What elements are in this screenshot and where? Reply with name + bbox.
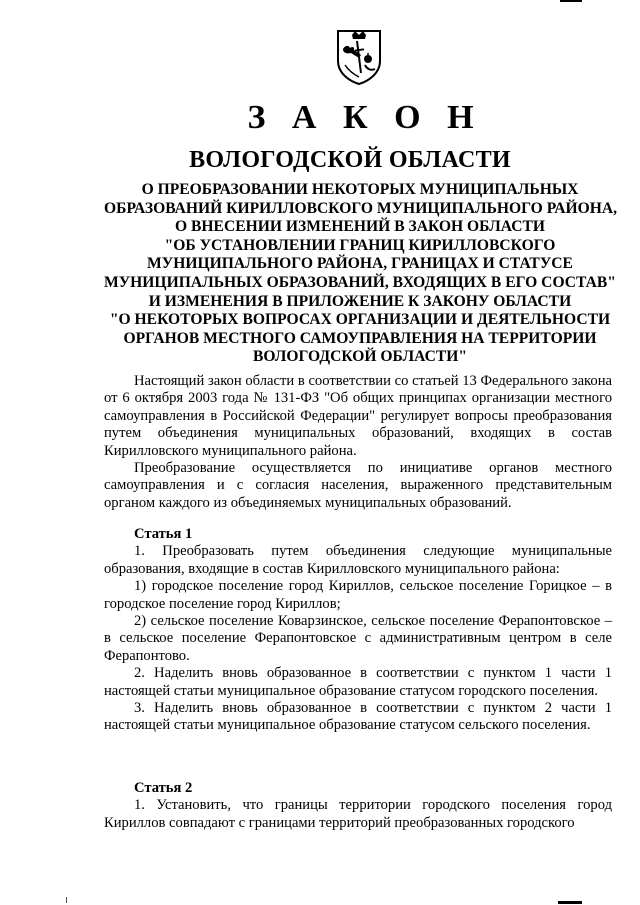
article-paragraph: 1. Преобразовать путем объединения следующие муниципальные образования, входящие в состав Кирилловского муниципального района: bbox=[104, 543, 612, 577]
region-name: ВОЛОГОДСКОЙ ОБЛАСТИ bbox=[189, 147, 511, 173]
article-paragraph: 2. Наделить вновь образованное в соответствии с пунктом 1 части 1 настоящей статьи муниципальное образование статусом городского поселения. bbox=[104, 665, 612, 699]
law-subject bbox=[104, 181, 616, 367]
subject-line: МУНИЦИПАЛЬНЫХ ОБРАЗОВАНИЙ, ВХОДЯЩИХ В ЕГО СОСТАВ" bbox=[104, 273, 616, 291]
vologda-coat-of-arms-icon bbox=[335, 29, 383, 85]
subject-line: МУНИЦИПАЛЬНОГО РАЙОНА, ГРАНИЦАХ И СТАТУСЕ bbox=[147, 255, 573, 273]
article-heading: Статья 2 bbox=[134, 780, 193, 796]
scan-mark-bottom-left bbox=[66, 897, 67, 903]
article-paragraph: 1. Установить, что границы территории городского поселения город Кириллов совпадают с границами территорий преобразованных городского bbox=[104, 797, 612, 831]
subject-line: "О НЕКОТОРЫХ ВОПРОСАХ ОРГАНИЗАЦИИ И ДЕЯТЕЛЬНОСТИ bbox=[109, 311, 611, 329]
law-title: З А К О Н bbox=[247, 99, 483, 136]
subject-line: ОБРАЗОВАНИЙ КИРИЛЛОВСКОГО МУНИЦИПАЛЬНОГО РАЙОНА, bbox=[104, 199, 618, 217]
preamble-paragraph: Преобразование осуществляется по инициативе органов местного самоуправления и с согласия населения, выраженного представительным органом каждого из объединяемых муниципальных образований. bbox=[104, 460, 612, 511]
preamble-paragraph: Настоящий закон области в соответствии со статьей 13 Федерального закона от 6 октября 2003 года № 131-ФЗ "Об общих принципах организации местного самоуправления в Российской Федерации" регулирует вопросы преобразования путем объединения муниципальных образований, входящих в состав Кирилловского муниципального района. bbox=[104, 373, 612, 459]
preamble bbox=[104, 373, 612, 512]
subject-line: О ВНЕСЕНИИ ИЗМЕНЕНИЙ В ЗАКОН ОБЛАСТИ bbox=[174, 218, 546, 236]
scan-mark-top bbox=[560, 0, 582, 2]
article-1 bbox=[104, 526, 612, 735]
subject-line: ОРГАНОВ МЕСТНОГО САМОУПРАВЛЕНИЯ НА ТЕРРИТОРИИ bbox=[123, 329, 597, 347]
scan-mark-bottom bbox=[558, 901, 582, 904]
subject-line: О ПРЕОБРАЗОВАНИИ НЕКОТОРЫХ МУНИЦИПАЛЬНЫХ bbox=[141, 181, 579, 198]
article-paragraph: 3. Наделить вновь образованное в соответствии с пунктом 2 части 1 настоящей статьи муниципальное образование статусом сельского поселения. bbox=[104, 700, 612, 734]
subject-line: "ОБ УСТАНОВЛЕНИИ ГРАНИЦ КИРИЛЛОВСКОГО bbox=[164, 236, 556, 254]
article-heading: Статья 1 bbox=[134, 526, 193, 542]
article-paragraph: 2) сельское поселение Коварзинское, сельское поселение Ферапонтовское – в сельское поселение Ферапонтовское с административным центром в селе Ферапонтово. bbox=[104, 613, 612, 664]
article-2 bbox=[104, 780, 612, 832]
article-paragraph: 1) городское поселение город Кириллов, сельское поселение Горицкое – в городское поселение город Кириллов; bbox=[104, 578, 612, 612]
subject-line: И ИЗМЕНЕНИЯ В ПРИЛОЖЕНИЕ К ЗАКОНУ ОБЛАСТИ bbox=[148, 292, 572, 310]
subject-line: ВОЛОГОДСКОЙ ОБЛАСТИ" bbox=[252, 348, 468, 366]
